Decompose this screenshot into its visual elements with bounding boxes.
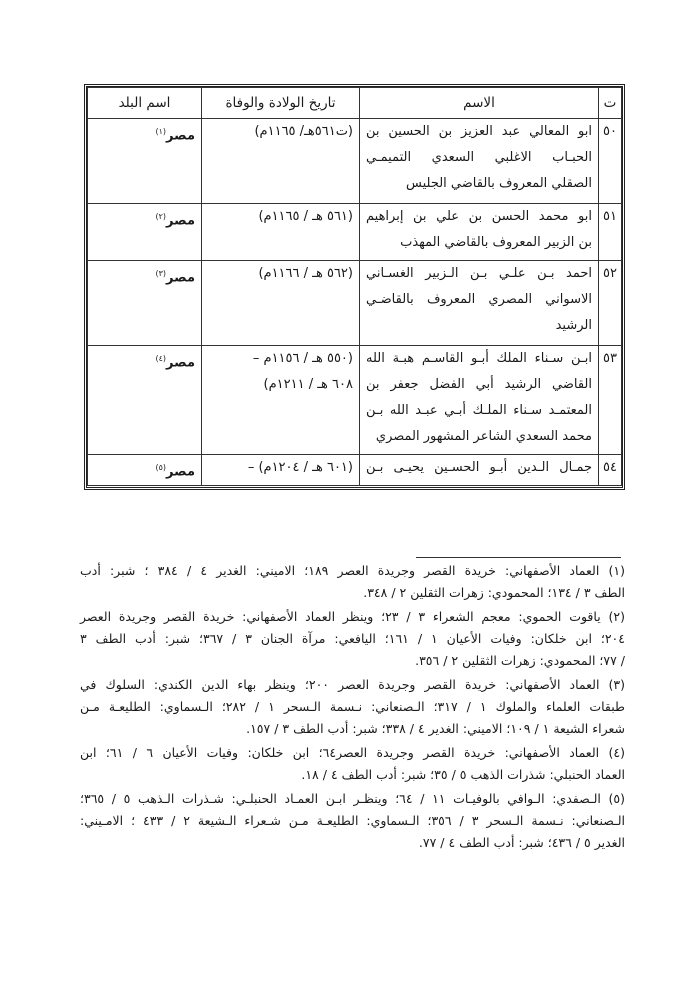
footnote-ref[interactable]: (٢)	[155, 212, 167, 221]
footnote-line: شعراء الشيعة ١ / ١٠٩؛ الاميني: الغدير ٤ / ٣٣٨؛ شبر: أدب الطف ٣ / ١٥٧.	[246, 721, 625, 736]
table-row	[88, 261, 622, 346]
row-country	[88, 261, 202, 346]
footnotes	[80, 560, 625, 856]
date-line: (٥٦٢ هـ / ١١٦٦م)	[258, 266, 353, 281]
name-line: ابـن سـناء الملك أبـو القاسـم هبـة الله	[366, 351, 592, 366]
name-line: محمد السعدي الشاعر المشهور المصري	[375, 429, 592, 444]
country-name: مصر	[166, 128, 195, 144]
row-date	[202, 204, 360, 261]
country-name: مصر	[166, 270, 195, 286]
country-name: مصر	[166, 464, 195, 480]
row-name	[360, 346, 599, 455]
table-grid	[87, 87, 622, 486]
footnote-line: الطف ٣ / ١٣٤؛ المحمودي: زهرات الثقلين ٢ / ٣٤٨.	[363, 585, 625, 600]
footnote-line: (٤) العماد الأصفهاني: خريدة القصر وجريدة العصر٦٤؛ ابن خلكان: وفيات الأعيان ٦ / ٦١؛ ابن	[80, 745, 626, 760]
header-num: ت	[599, 88, 622, 119]
name-line: الصقلي المعروف بالقاضي الجليس	[406, 176, 592, 191]
footnote-line: العماد الحنبلي: شذرات الذهب ٥ / ٣٥؛ شبر: أدب الطف ٤ / ١٨.	[301, 767, 625, 782]
footnote-ref[interactable]: (٣)	[155, 269, 167, 278]
date-line: (ت٥٦١هـ/ ١١٦٥م)	[254, 124, 353, 139]
table-row	[88, 119, 622, 204]
row-number: ٥٠	[599, 119, 622, 204]
footnote-line: (٣) العماد الأصفهاني: خريدة القصر وجريدة العصر ٢٠٠؛ وينظر بهاء الدين الكندي: السلوك في	[80, 677, 625, 692]
row-date	[202, 346, 360, 455]
row-number: ٥١	[599, 204, 622, 261]
footnote-ref[interactable]: (٥)	[155, 463, 167, 472]
row-number: ٥٣	[599, 346, 622, 455]
date-line: (٦٠١ هـ / ١٢٠٤م) –	[247, 460, 353, 475]
biography-table	[84, 84, 625, 490]
row-name	[360, 119, 599, 204]
footnote-line: / ٧٧؛ المحمودي: زهرات الثقلين ٢ / ٣٥٦.	[415, 653, 625, 668]
row-country	[88, 204, 202, 261]
row-name	[360, 204, 599, 261]
date-line: (٥٦١ هـ / ١١٦٥م)	[258, 209, 353, 224]
name-line: ابو المعالي عبد العزيز بن الحسين بن	[366, 124, 592, 139]
row-name	[360, 455, 599, 486]
name-line: الحبـاب الاغلبي السعدي التميمـي	[366, 150, 592, 165]
row-country	[88, 455, 202, 486]
name-line: الرشيد	[555, 318, 592, 333]
footnote	[80, 674, 625, 740]
row-name	[360, 261, 599, 346]
row-number: ٥٢	[599, 261, 622, 346]
table-row	[88, 346, 622, 455]
country-name: مصر	[166, 355, 195, 371]
date-line: (٥٥٠ هـ / ١١٥٦م –	[252, 351, 353, 366]
row-date	[202, 261, 360, 346]
footnote	[80, 560, 625, 604]
row-date	[202, 455, 360, 486]
name-line: القاضي الرشيد أبي الفضل جعفر بن	[366, 377, 592, 392]
date-line: ٦٠٨ هـ / ١٢١١م)	[263, 377, 353, 392]
header-country: اسم البلد	[88, 88, 202, 119]
row-number: ٥٤	[599, 455, 622, 486]
name-line: احمد بـن علـي بـن الـزبير الغسـاني	[366, 266, 592, 281]
table-row	[88, 455, 622, 486]
table-row	[88, 204, 622, 261]
footnote-line: الـصنعاني: نـسمة الـسحر ٣ / ٣٥٦؛ الـسماوي: الطليعـة مـن شـعراء الـشيعة ٢ / ٤٣٣ ؛ الامـيني:	[80, 813, 625, 828]
row-date	[202, 119, 360, 204]
name-line: الاسواني المصري المعروف بالقاضـي	[366, 292, 592, 307]
footnote-line: ٢٠٤؛ ابن خلكان: وفيات الأعيان ١ / ١٦١؛ اليافعي: مرآة الجنان ٣ / ٣٦٧؛ شبر: أدب الطف ٣	[80, 631, 625, 646]
footnote-line: (٥) الـصفدي: الـوافي بالوفيـات ١١ / ٦٤؛ وينظـر ابـن العمـاد الحنبلـي: شـذرات الـذهب ٥ / ٣٦٥؛	[80, 791, 625, 806]
header-name: الاسم	[360, 88, 599, 119]
name-line: ابو محمد الحسن بن علي بن إبراهيم	[366, 209, 592, 224]
footnote-line: الغدير ٥ / ٤٣٦؛ شبر: أدب الطف ٤ / ٧٧.	[418, 835, 625, 850]
footnote-line: طبقات العلماء والملوك ١ / ٣١٧؛ الـصنعاني: نـسمة الـسحر ١ / ٢٨٢؛ الـسماوي: الطليعـة مـن	[80, 699, 625, 714]
table-header-row	[88, 88, 622, 119]
name-line: جمـال الـدين أبـو الحسـين يحيـى بـن	[366, 460, 592, 475]
footnote-line: (١) العماد الأصفهاني: خريدة القصر وجريدة العصر ١٨٩؛ الاميني: الغدير ٤ / ٣٨٤ ؛ شبر: أدب	[80, 563, 625, 578]
footnote	[80, 606, 625, 672]
footnote-line: (٢) ياقوت الحموي: معجم الشعراء ٣ / ٢٣؛ وينظر العماد الأصفهاني: خريدة القصر وجريدة العصر	[80, 609, 625, 624]
row-country	[88, 346, 202, 455]
name-line: المعتمـد سـناء الملـك أبـي عبـد الله بـن	[366, 403, 592, 418]
footnote-separator	[416, 557, 621, 558]
footnote-ref[interactable]: (٤)	[155, 354, 167, 363]
header-date: تاريخ الولادة والوفاة	[202, 88, 360, 119]
row-country	[88, 119, 202, 204]
footnote-ref[interactable]: (١)	[155, 127, 167, 136]
name-line: بن الزبير المعروف بالقاضي المهذب	[400, 235, 592, 250]
footnote	[80, 788, 625, 854]
footnote	[80, 742, 625, 786]
country-name: مصر	[166, 213, 195, 229]
